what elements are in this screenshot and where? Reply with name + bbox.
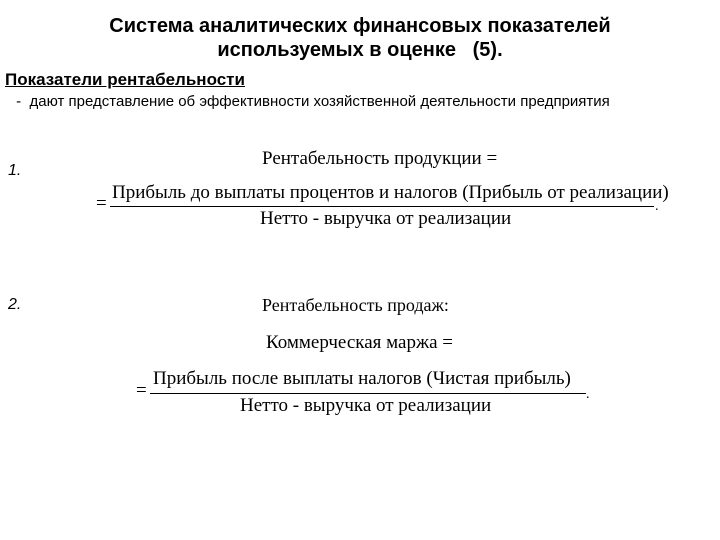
item-2-number: 2.	[8, 296, 22, 313]
item-2-equals-sign: =	[136, 380, 147, 401]
item-1-formula-heading: Рентабельность продукции =	[262, 148, 498, 169]
slide-title	[60, 14, 660, 62]
title-line-1: Система аналитических финансовых показателей	[109, 15, 611, 37]
item-1-numerator: Прибыль до выплаты процентов и налогов (Прибыль от реализации)	[112, 182, 669, 203]
title-line-2: используемых в оценке (5).	[217, 39, 503, 61]
item-2-formula-heading: Коммерческая маржа =	[266, 332, 453, 353]
section-heading: Показатели рентабельности	[5, 70, 245, 89]
item-2-numerator: Прибыль после выплаты налогов (Чистая прибыль)	[153, 368, 571, 389]
item-1-equals-sign: =	[96, 193, 107, 214]
item-1-trail: .	[655, 199, 659, 214]
item-1-denominator: Нетто - выручка от реализации	[260, 208, 512, 229]
item-1-number: 1.	[8, 162, 22, 179]
item-2-fraction-bar	[150, 393, 586, 394]
item-1-fraction-bar	[110, 206, 654, 207]
item-2-trail: .	[586, 387, 590, 402]
section-description: - дают представление об эффективности хозяйственной деятельности предприятия	[12, 93, 610, 110]
item-2-label: Рентабельность продаж:	[262, 295, 449, 315]
item-2-denominator: Нетто - выручка от реализации	[240, 395, 492, 416]
